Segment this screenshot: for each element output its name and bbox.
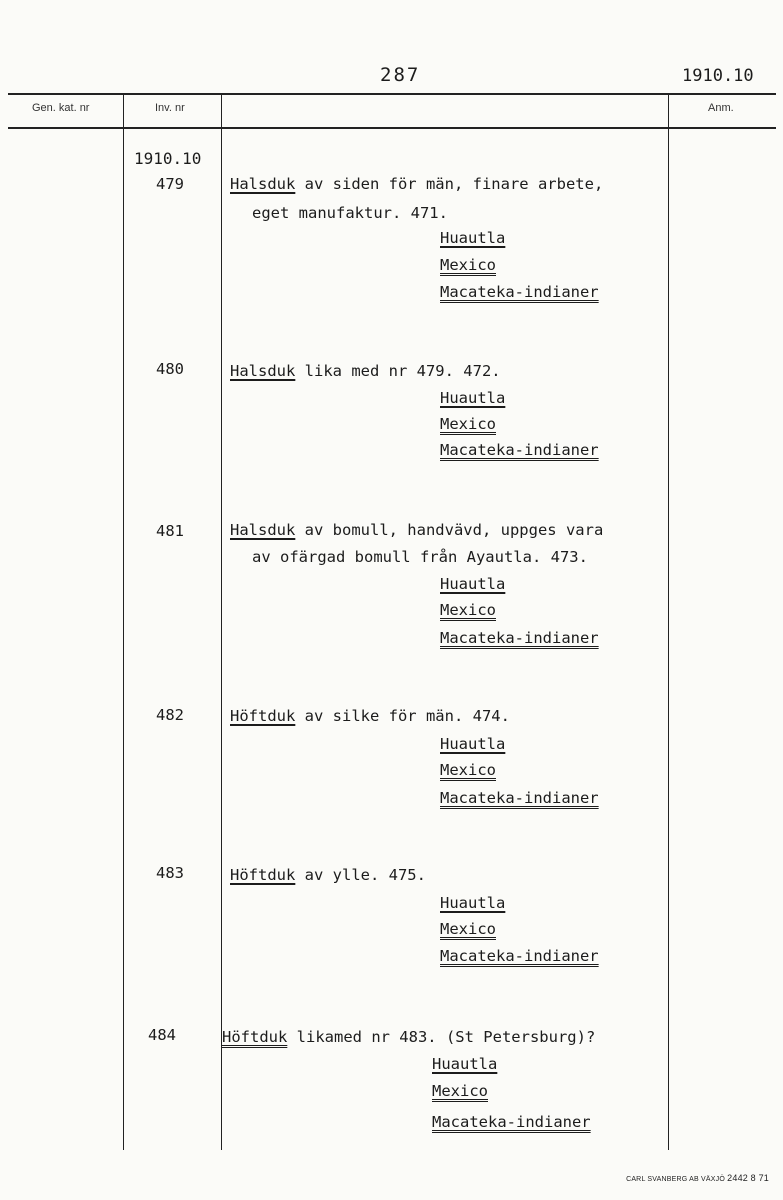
- entry-description: Höftduk av ylle. 475.: [230, 866, 426, 884]
- entry-description: Halsduk av bomull, handvävd, uppges vara: [230, 521, 604, 539]
- column-divider-1: [123, 93, 124, 1150]
- object-term: Halsduk: [230, 175, 296, 193]
- page-number: 287: [380, 64, 421, 86]
- section-date: 1910.10: [134, 149, 202, 168]
- printer-name: CARL SVANBERG AB VÄXJÖ: [626, 1176, 725, 1183]
- inventory-number: 484: [148, 1026, 176, 1044]
- entry-place: Huautla: [440, 229, 506, 247]
- object-term: Höftduk: [222, 1028, 288, 1046]
- column-divider-3: [668, 93, 669, 1150]
- entry-country: Mexico: [440, 415, 496, 433]
- object-term: Höftduk: [230, 866, 296, 884]
- entry-description: Höftduk av silke för män. 474.: [230, 707, 510, 725]
- printer-code: 2442 8 71: [727, 1173, 769, 1183]
- entry-people: Macateka-indianer: [440, 283, 599, 301]
- entry-country: Mexico: [440, 256, 496, 274]
- inventory-number: 480: [156, 360, 184, 378]
- entry-people: Macateka-indianer: [440, 629, 599, 647]
- column-header-inv: Inv. nr: [155, 102, 185, 114]
- entry-continuation: eget manufaktur. 471.: [252, 204, 448, 222]
- entry-description: Höftduk likamed nr 483. (St Petersburg)?: [222, 1028, 596, 1046]
- entry-place: Huautla: [440, 894, 506, 912]
- inventory-number: 479: [156, 175, 184, 193]
- entry-place: Huautla: [440, 575, 506, 593]
- inventory-number: 482: [156, 706, 184, 724]
- entry-place: Huautla: [440, 389, 506, 407]
- object-term: Halsduk: [230, 362, 296, 380]
- entry-place: Huautla: [440, 735, 506, 753]
- entry-country: Mexico: [440, 601, 496, 619]
- entry-description: Halsduk lika med nr 479. 472.: [230, 362, 501, 380]
- column-header-gen-kat: Gen. kat. nr: [32, 102, 90, 114]
- column-divider-2: [221, 93, 222, 1150]
- entry-continuation: av ofärgad bomull från Ayautla. 473.: [252, 548, 588, 566]
- entry-description: Halsduk av siden för män, finare arbete,: [230, 175, 604, 193]
- inventory-number: 483: [156, 864, 184, 882]
- entry-country: Mexico: [432, 1082, 488, 1100]
- entry-place: Huautla: [432, 1055, 498, 1073]
- catalog-date: 1910.10: [682, 66, 754, 86]
- column-header-anm: Anm.: [708, 102, 734, 114]
- object-term: Halsduk: [230, 521, 296, 539]
- entry-country: Mexico: [440, 920, 496, 938]
- entry-people: Macateka-indianer: [440, 441, 599, 459]
- inventory-number: 481: [156, 522, 184, 540]
- entry-country: Mexico: [440, 761, 496, 779]
- entry-people: Macateka-indianer: [440, 789, 599, 807]
- entry-people: Macateka-indianer: [432, 1113, 591, 1131]
- printer-imprint: [626, 1173, 769, 1183]
- entry-people: Macateka-indianer: [440, 947, 599, 965]
- object-term: Höftduk: [230, 707, 296, 725]
